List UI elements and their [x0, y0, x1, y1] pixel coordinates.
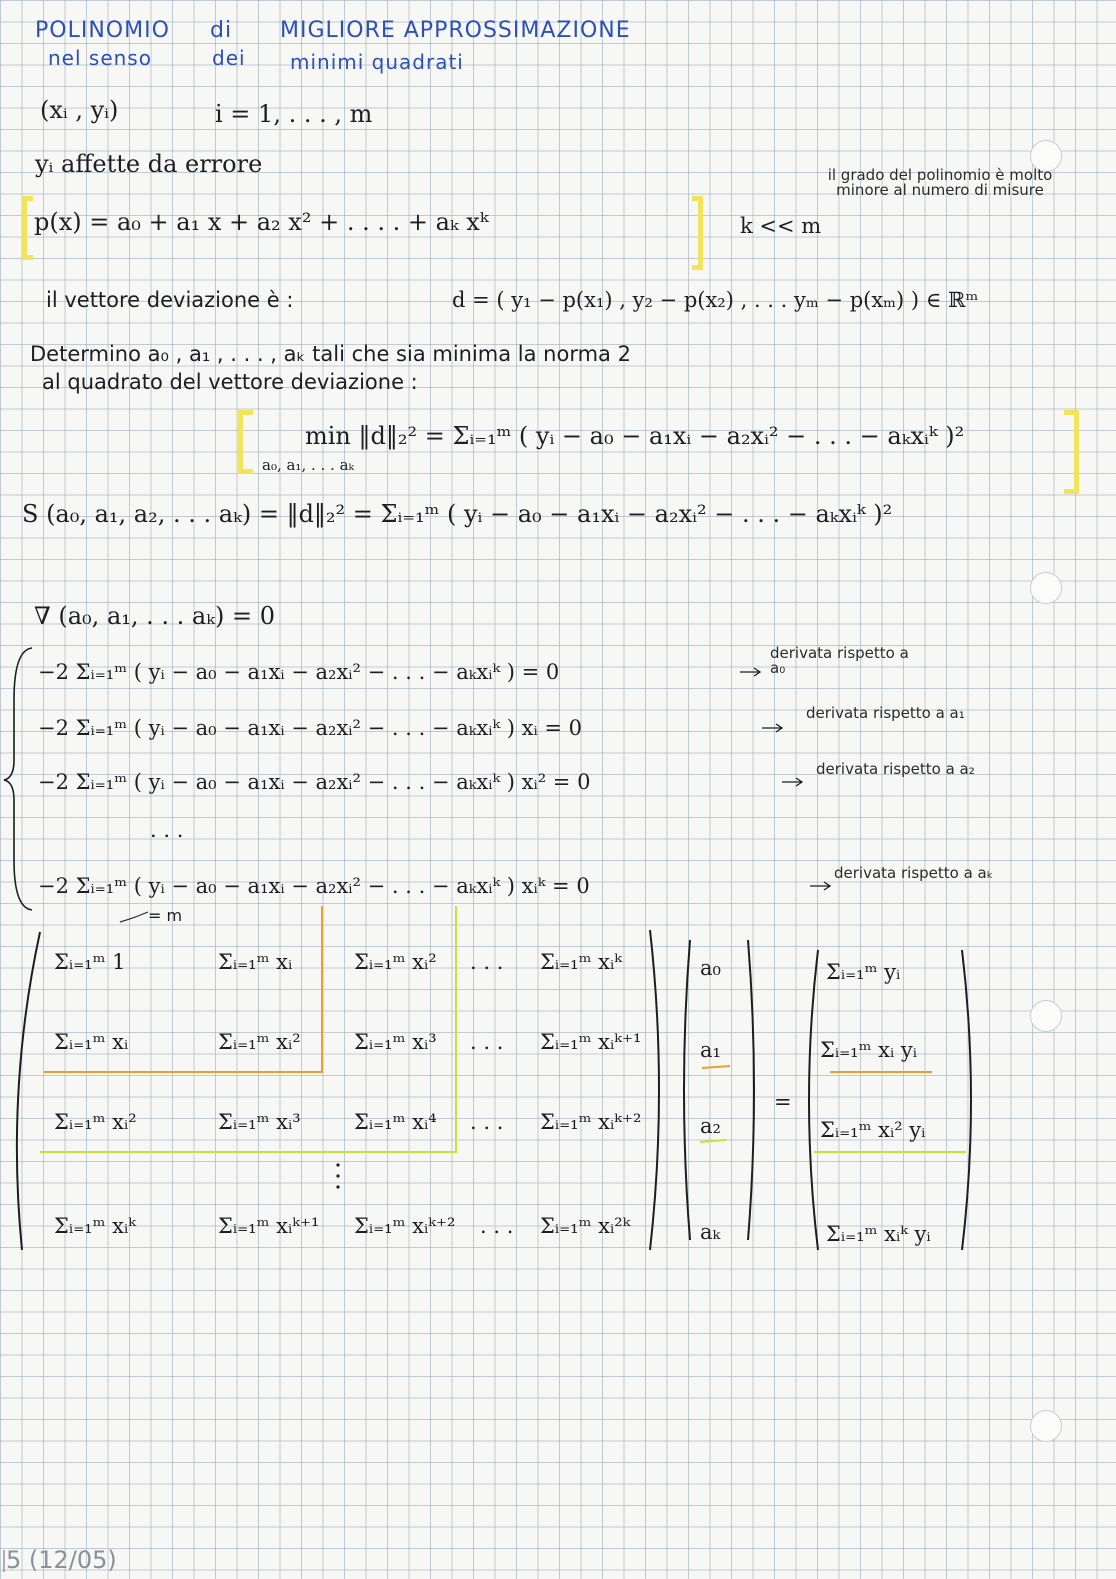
matrix-cell: Σᵢ₌₁ᵐ xᵢ [218, 950, 293, 974]
title-word: di [210, 18, 233, 43]
points-notation: (xᵢ , yᵢ) [40, 96, 119, 124]
system-equation: −2 Σᵢ₌₁ᵐ ( yᵢ − a₀ − a₁xᵢ − a₂xᵢ² − . . . − aₖxᵢᵏ ) xᵢ² = 0 [38, 770, 591, 794]
deviation-formula: d = ( y₁ − p(x₁) , y₂ − p(x₂) , . . . yₘ − p(xₘ) ) ∈ ℝᵐ [452, 288, 979, 312]
system-ellipsis: . . . [150, 818, 184, 842]
matrix-cell: Σᵢ₌₁ᵐ xᵢ² [54, 1110, 137, 1134]
matrix-cell: Σᵢ₌₁ᵐ xᵢ² [354, 950, 437, 974]
row-ellipsis: . . . [470, 1030, 504, 1054]
title-word: POLINOMIO [35, 18, 170, 43]
matrix-note: = m [148, 906, 183, 925]
title-word: nel senso [48, 46, 152, 70]
min-expression: min ‖d‖₂² = Σᵢ₌₁ᵐ ( yᵢ − a₀ − a₁xᵢ − a₂xᵢ² − . . . − aₖxᵢᵏ )² [305, 422, 965, 450]
title-word: minimi quadrati [290, 50, 464, 74]
rhs-cell: Σᵢ₌₁ᵐ xᵢ yᵢ [820, 1038, 917, 1062]
index-range: i = 1, . . . , m [215, 100, 373, 128]
min-subscript: a₀, a₁, . . . aₖ [262, 456, 355, 474]
matrix-cell: Σᵢ₌₁ᵐ 1 [54, 950, 126, 974]
rhs-cell: Σᵢ₌₁ᵐ xᵢᵏ yᵢ [826, 1222, 931, 1246]
gradient-condition: ∇ (a₀, a₁, . . . aₖ) = 0 [34, 602, 275, 630]
unknown-coefficient: a₁ [700, 1038, 721, 1062]
derivative-note: derivata rispetto a aₖ [834, 864, 994, 882]
determine-text: Determino a₀ , a₁ , . . . , aₖ tali che sia minima la norma 2 [30, 342, 631, 366]
derivative-note: derivata rispetto a a₁ [806, 704, 965, 722]
unknown-coefficient: a₀ [700, 956, 721, 980]
rhs-cell: Σᵢ₌₁ᵐ xᵢ² yᵢ [820, 1118, 926, 1142]
k-condition: k << m [740, 214, 822, 238]
matrix-cell: Σᵢ₌₁ᵐ xᵢᵏ⁺¹ [540, 1030, 642, 1054]
matrix-cell: Σᵢ₌₁ᵐ xᵢᵏ⁺¹ [218, 1214, 320, 1238]
system-equation: −2 Σᵢ₌₁ᵐ ( yᵢ − a₀ − a₁xᵢ − a₂xᵢ² − . . . − aₖxᵢᵏ ) xᵢᵏ = 0 [38, 874, 590, 898]
deviation-label: il vettore deviazione è : [46, 288, 294, 312]
system-equation: −2 Σᵢ₌₁ᵐ ( yᵢ − a₀ − a₁xᵢ − a₂xᵢ² − . . . − aₖxᵢᵏ ) xᵢ = 0 [38, 716, 583, 740]
row-ellipsis: . . . [480, 1214, 514, 1238]
matrix-cell: Σᵢ₌₁ᵐ xᵢ³ [218, 1110, 301, 1134]
matrix-cell: Σᵢ₌₁ᵐ xᵢᵏ [540, 950, 622, 974]
s-function: S (a₀, a₁, a₂, . . . aₖ) = ‖d‖₂² = Σᵢ₌₁ᵐ ( yᵢ − a₀ − a₁xᵢ − a₂xᵢ² − . . . − aₖxᵢᵏ )² [22, 500, 893, 528]
matrix-cell: Σᵢ₌₁ᵐ xᵢ [54, 1030, 129, 1054]
matrix-cell: Σᵢ₌₁ᵐ xᵢ³ [354, 1030, 437, 1054]
derivative-note: derivata rispetto a a₀ [770, 644, 909, 677]
unknown-coefficient: aₖ [700, 1220, 721, 1244]
determine-text-2: al quadrato del vettore deviazione : [42, 370, 418, 394]
system-equation: −2 Σᵢ₌₁ᵐ ( yᵢ − a₀ − a₁xᵢ − a₂xᵢ² − . . . − aₖxᵢᵏ ) = 0 [38, 660, 560, 684]
row-ellipsis: . . . [470, 950, 504, 974]
unknown-coefficient: a₂ [700, 1114, 721, 1138]
equals-sign: = [774, 1090, 792, 1114]
matrix-cell: Σᵢ₌₁ᵐ xᵢᵏ⁺² [540, 1110, 642, 1134]
matrix-cell: Σᵢ₌₁ᵐ xᵢᵏ⁺² [354, 1214, 456, 1238]
matrix-cell: Σᵢ₌₁ᵐ xᵢ²ᵏ [540, 1214, 631, 1238]
title-word: dei [212, 46, 246, 70]
title-word: MIGLIORE APPROSSIMAZIONE [280, 18, 631, 43]
matrix-cell: Σᵢ₌₁ᵐ xᵢᵏ [54, 1214, 136, 1238]
matrix-cell: Σᵢ₌₁ᵐ xᵢ² [218, 1030, 301, 1054]
matrix-cell: Σᵢ₌₁ᵐ xᵢ⁴ [354, 1110, 437, 1134]
row-ellipsis: . . . [470, 1110, 504, 1134]
polynomial: p(x) = a₀ + a₁ x + a₂ x² + . . . . + aₖ xᵏ [34, 208, 489, 236]
degree-note: il grado del polinomio è molto minore al numero di misure [827, 166, 1053, 199]
error-note: yᵢ affette da errore [35, 150, 263, 178]
derivative-note: derivata rispetto a a₂ [816, 760, 975, 778]
page-number: 5 (12/05) [6, 1546, 117, 1574]
rhs-cell: Σᵢ₌₁ᵐ yᵢ [826, 960, 901, 984]
